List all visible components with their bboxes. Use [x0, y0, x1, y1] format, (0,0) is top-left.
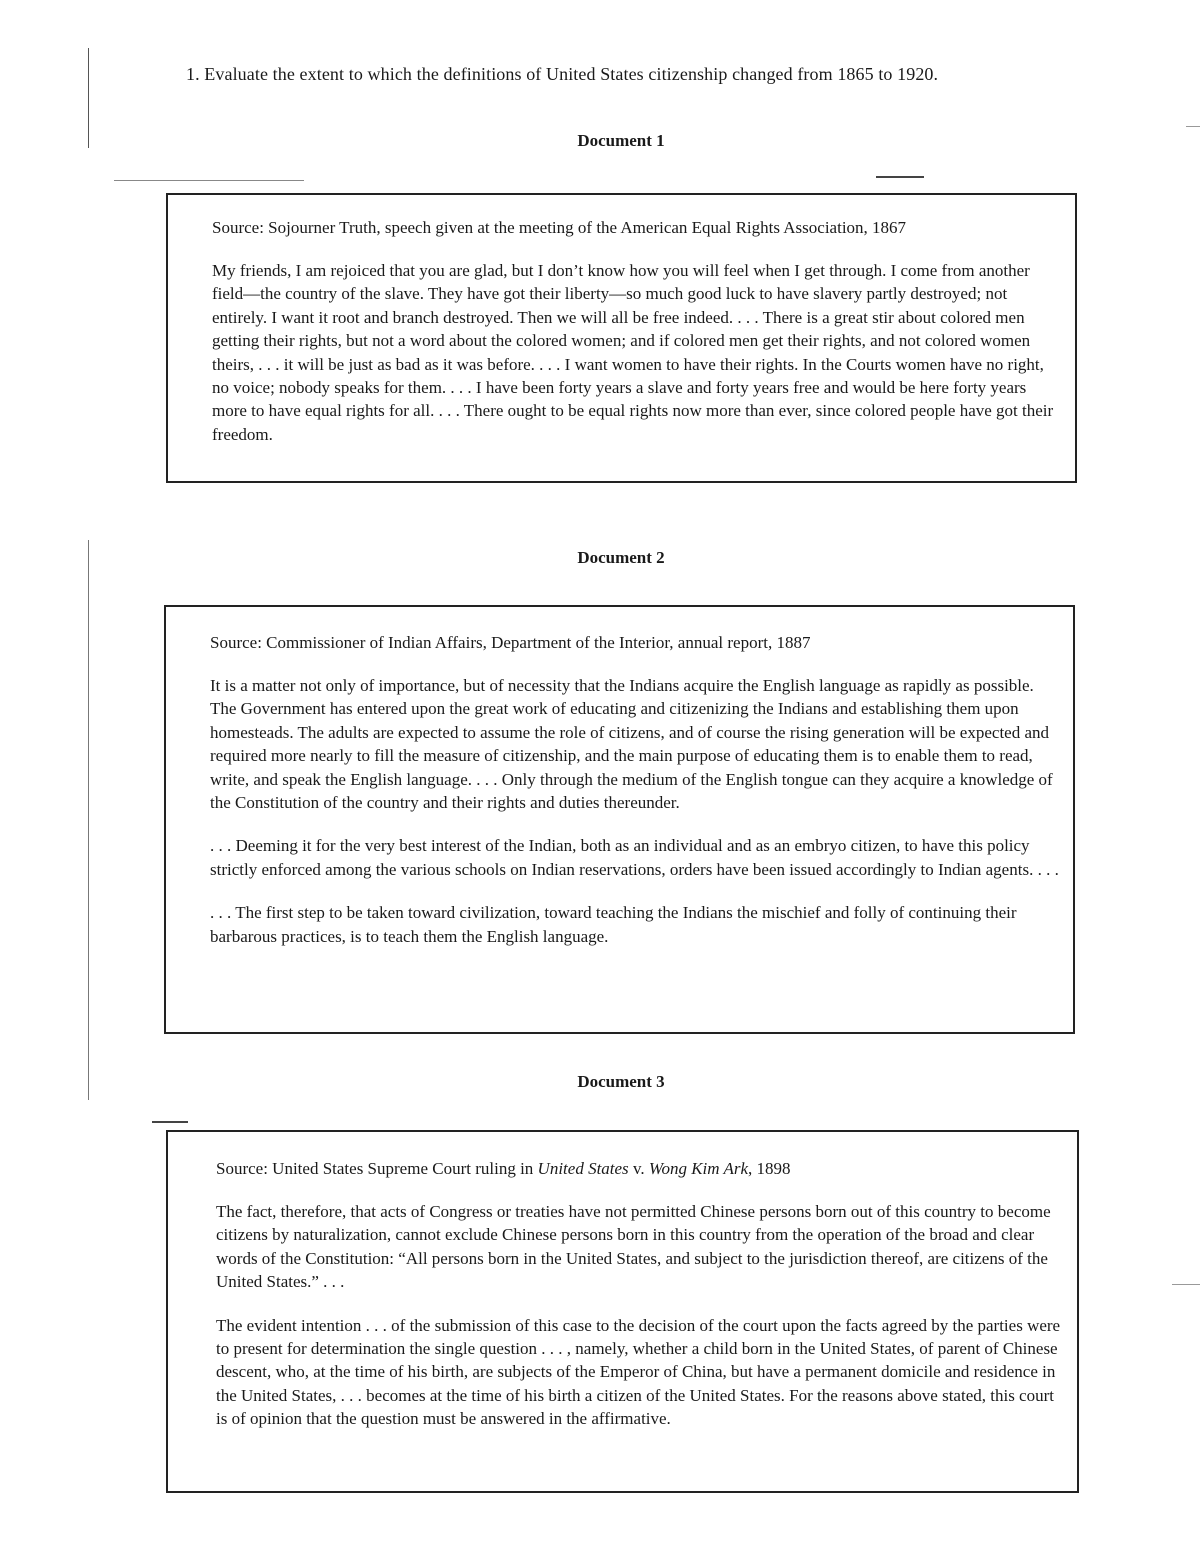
document-paragraph: My friends, I am rejoiced that you are glad, but I don’t know how you will feel when I get through. I come from another field—the country of the slave. They have got their liberty—so much good luck to have slavery partly destroyed; not entirely. I want it root and branch destroyed. Then we will all be free indeed. . . . There is a great stir about colored men getting their rights, but not a word about the colored women; and if colored men get their rights, and not colored women theirs, . . . it will be just as bad as it was before. . . . I want women to have their rights. In the Courts women have no right, no voice; nobody speaks for them. . . . I have been forty years a slave and forty years free and would be here forty years more to have equal rights for all. . . . There ought to be equal rights now more than ever, since colored people have got their freedom.	[212, 261, 1054, 444]
question-prompt: 1. Evaluate the extent to which the definitions of United States citizenship changed from 1865 to 1920.	[186, 64, 939, 84]
document-source	[216, 1158, 1063, 1180]
source-v: v.	[628, 1159, 649, 1178]
document-source: Source: Sojourner Truth, speech given at the meeting of the American Equal Rights Association, 1867	[212, 218, 907, 237]
scan-dash-line	[1186, 126, 1200, 127]
document-paragraph: The evident intention . . . of the submission of this case to the decision of the court upon the facts agreed by the parties were to present for determination the single question . . . , namely, whether a child born in the United States, of parent of Chinese descent, who, at the time of his birth, are subjects of the Emperor of China, but have a permanent domicile and residence in the United States, . . . becomes at the time of his birth a citizen of the United States. For the reasons above stated, this court is of opinion that the question must be answered in the affirmative.	[216, 1315, 1061, 1429]
source-prefix: Source: United States Supreme Court ruling in	[216, 1159, 538, 1178]
document-heading: Document 3	[577, 1072, 665, 1091]
document-heading: Document 1	[577, 131, 665, 150]
scan-dash-line	[114, 180, 304, 181]
scan-dash-line	[1172, 1284, 1200, 1285]
document-paragraph: . . . Deeming it for the very best interest of the Indian, both as an individual and as an embryo citizen, to have this policy strictly enforced among the various schools on Indian reservations, orders have been issued accordingly to Indian agents. . . .	[210, 836, 1059, 879]
scan-dash-line	[876, 176, 924, 178]
case-party-1: United States	[537, 1159, 629, 1178]
document-paragraph: It is a matter not only of importance, but of necessity that the Indians acquire the English language as rapidly as possible. The Government has entered upon the great work of educating and citizenizing the Indians and establishing them upon homesteads. The adults are expected to assume the role of citizens, and of course the rising generation will be expected and required more nearly to fill the measure of citizenship, and the main purpose of educating them is to enable them to read, write, and speak the English language. . . . Only through the medium of the English tongue can they acquire a knowledge of the Constitution of the country and their rights and duties thereunder.	[210, 676, 1053, 813]
source-suffix: , 1898	[748, 1159, 791, 1178]
document-paragraph: . . . The first step to be taken toward civilization, toward teaching the Indians the mischief and folly of continuing their barbarous practices, is to teach them the English language.	[210, 903, 1017, 946]
document-box	[166, 193, 1077, 483]
document-box	[164, 605, 1075, 1034]
case-party-2: Wong Kim Ark	[648, 1159, 749, 1178]
document-source: Source: Commissioner of Indian Affairs, Department of the Interior, annual report, 1887	[210, 633, 811, 652]
document-box	[166, 1130, 1079, 1493]
document-heading: Document 2	[577, 548, 665, 567]
scan-dash-line	[152, 1121, 188, 1123]
document-paragraph: The fact, therefore, that acts of Congress or treaties have not permitted Chinese persons born out of this country to become citizens by naturalization, cannot exclude Chinese persons born in this country from the operation of the broad and clear words of the Constitution: “All persons born in the United States, and subject to the jurisdiction thereof, are citizens of the United States.” . . .	[216, 1202, 1051, 1292]
scan-margin-line	[88, 540, 89, 1100]
